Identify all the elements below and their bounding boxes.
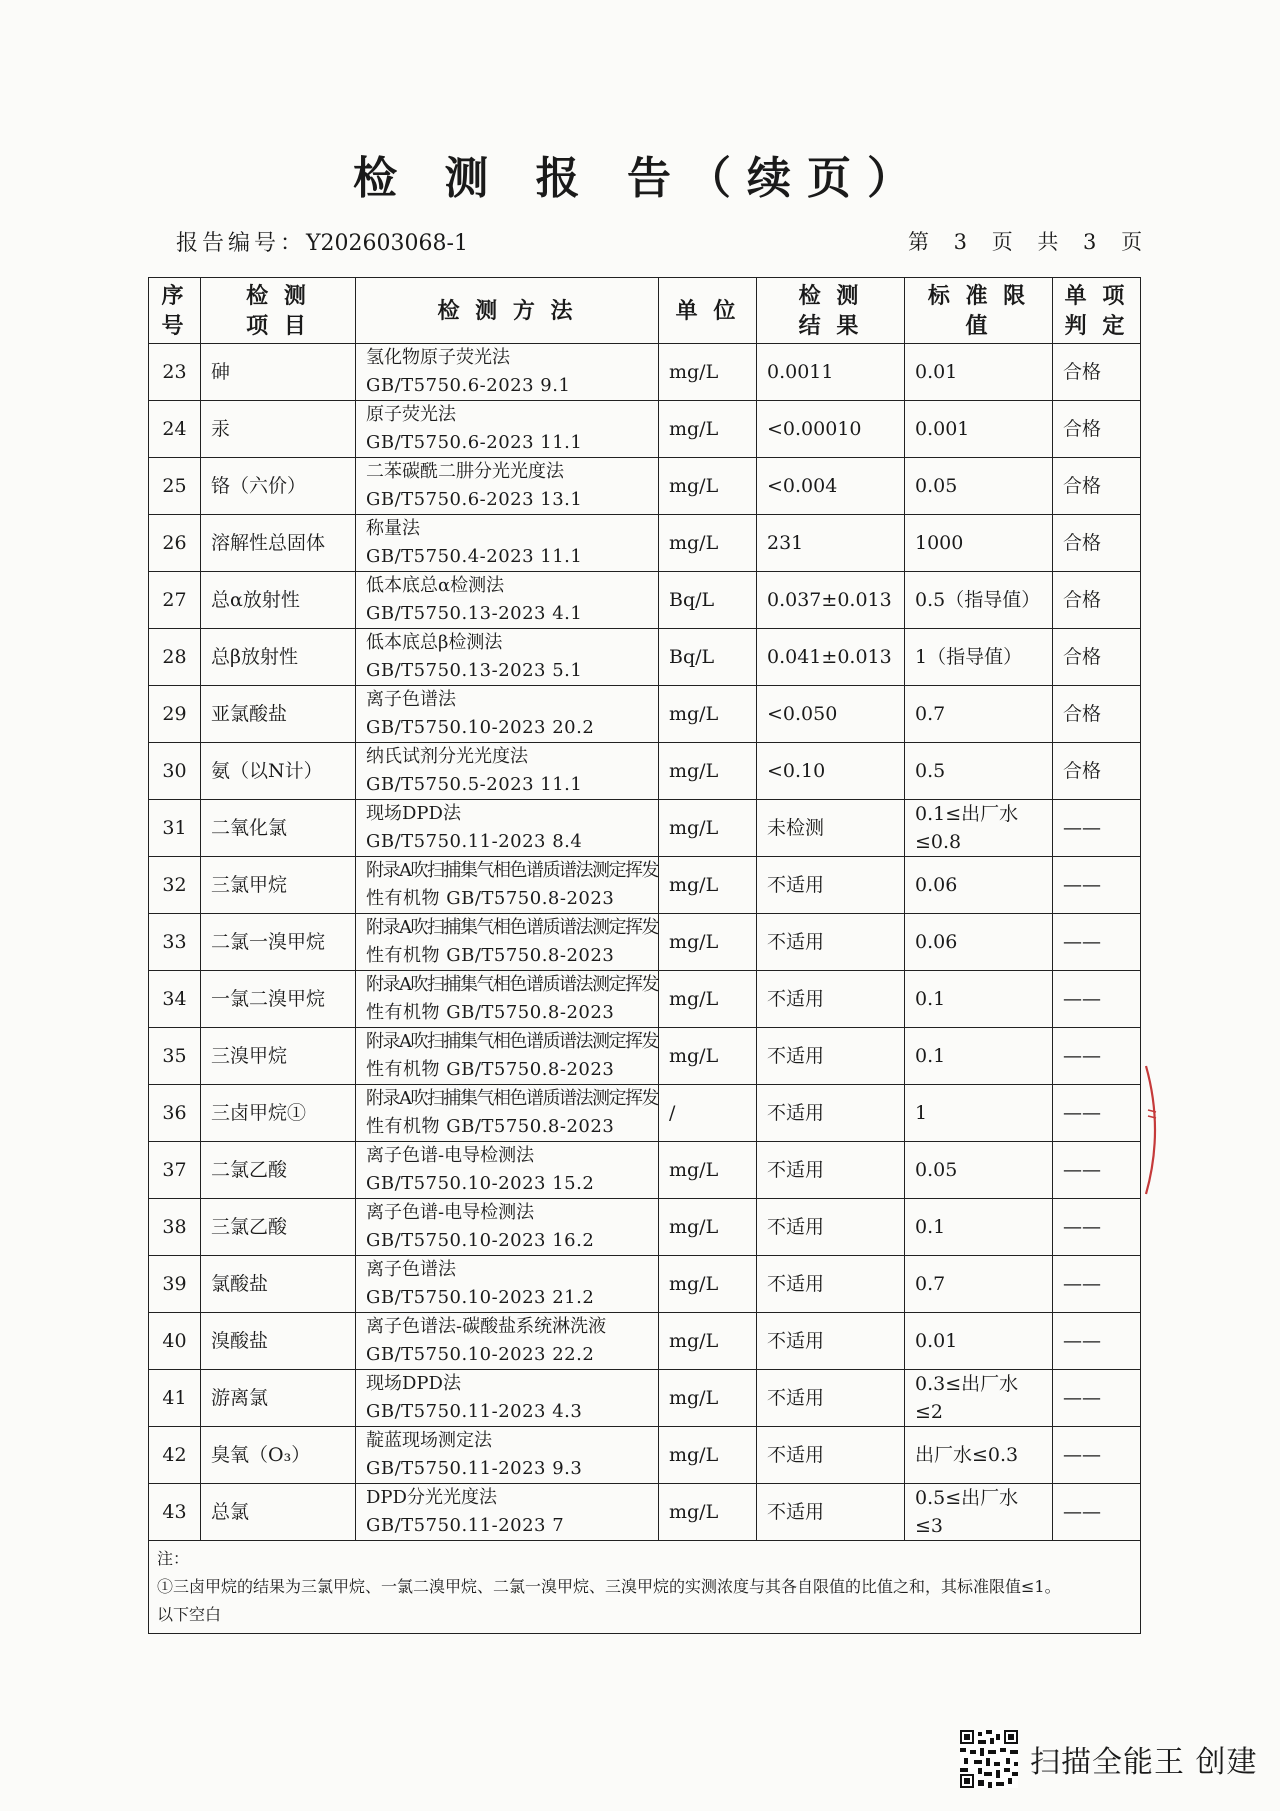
- method-name: 离子色谱-电导检测法: [366, 1202, 535, 1223]
- test-result: 不适用: [757, 857, 905, 914]
- test-item: 三氯乙酸: [201, 1199, 356, 1256]
- standard-limit: 0.1: [905, 1028, 1053, 1085]
- standard-limit: 0.01: [905, 344, 1053, 401]
- unit: mg/L: [659, 686, 757, 743]
- test-item: 汞: [201, 401, 356, 458]
- test-item: 总β放射性: [201, 629, 356, 686]
- test-item: 砷: [201, 344, 356, 401]
- verdict: ——: [1053, 1370, 1141, 1427]
- test-method: [356, 629, 659, 686]
- table-row: [149, 1085, 1141, 1142]
- test-method: [356, 1427, 659, 1484]
- test-item: 三溴甲烷: [201, 1028, 356, 1085]
- test-result: 不适用: [757, 914, 905, 971]
- verdict: ——: [1053, 1085, 1141, 1142]
- test-item: 三氯甲烷: [201, 857, 356, 914]
- notes-label: 注：: [157, 1549, 190, 1568]
- method-standard: 性有机物 GB/T5750.8-2023: [366, 888, 615, 909]
- verdict: ——: [1053, 1313, 1141, 1370]
- method-standard: GB/T5750.6-2023 9.1: [366, 375, 571, 396]
- page-title: 检 测 报 告（续页）: [353, 153, 927, 204]
- notes-row: [149, 1541, 1141, 1634]
- method-name: 二苯碳酰二肼分光光度法: [366, 461, 564, 482]
- row-number: 42: [149, 1427, 201, 1484]
- test-method: [356, 1199, 659, 1256]
- unit: Bq/L: [659, 629, 757, 686]
- table-row: [149, 1313, 1141, 1370]
- method-name: 离子色谱法: [366, 689, 456, 710]
- test-result: <0.10: [757, 743, 905, 800]
- unit: mg/L: [659, 401, 757, 458]
- report-number: [176, 226, 468, 257]
- verdict: 合格: [1053, 515, 1141, 572]
- row-number: 34: [149, 971, 201, 1028]
- test-result: 不适用: [757, 1256, 905, 1313]
- method-standard: GB/T5750.4-2023 11.1: [366, 546, 583, 567]
- unit: mg/L: [659, 344, 757, 401]
- method-standard: GB/T5750.5-2023 11.1: [366, 774, 583, 795]
- report-number-value: Y202603068-1: [306, 231, 468, 256]
- method-standard: 性有机物 GB/T5750.8-2023: [366, 945, 615, 966]
- test-method: [356, 458, 659, 515]
- method-name: 靛蓝现场测定法: [366, 1430, 492, 1451]
- verdict: 合格: [1053, 743, 1141, 800]
- unit: mg/L: [659, 800, 757, 857]
- test-item: 溶解性总固体: [201, 515, 356, 572]
- test-item: 溴酸盐: [201, 1313, 356, 1370]
- test-result: 不适用: [757, 1199, 905, 1256]
- test-method: [356, 857, 659, 914]
- table-row: [149, 629, 1141, 686]
- verdict: 合格: [1053, 401, 1141, 458]
- standard-limit: 0.5（指导值）: [905, 572, 1053, 629]
- standard-limit: 1（指导值）: [905, 629, 1053, 686]
- test-item: 二氯一溴甲烷: [201, 914, 356, 971]
- method-standard: GB/T5750.11-2023 4.3: [366, 1401, 583, 1422]
- standard-limit: 0.5: [905, 743, 1053, 800]
- verdict: ——: [1053, 914, 1141, 971]
- verdict: ——: [1053, 1427, 1141, 1484]
- test-method: [356, 1085, 659, 1142]
- method-standard: GB/T5750.11-2023 9.3: [366, 1458, 583, 1479]
- standard-limit: 出厂水≤0.3: [905, 1427, 1053, 1484]
- test-result: <0.050: [757, 686, 905, 743]
- standard-limit: 0.06: [905, 914, 1053, 971]
- unit: mg/L: [659, 515, 757, 572]
- standard-limit: 0.3≤出厂水≤2: [905, 1370, 1053, 1427]
- test-method: [356, 1313, 659, 1370]
- row-number: 25: [149, 458, 201, 515]
- row-number: 26: [149, 515, 201, 572]
- table-row: [149, 971, 1141, 1028]
- page-info: 第 3 页 共 3 页: [908, 230, 1146, 254]
- test-method: [356, 686, 659, 743]
- test-item: 总氯: [201, 1484, 356, 1541]
- row-number: 33: [149, 914, 201, 971]
- unit: mg/L: [659, 1484, 757, 1541]
- verdict: 合格: [1053, 572, 1141, 629]
- standard-limit: 0.1≤出厂水≤0.8: [905, 800, 1053, 857]
- test-item: 氯酸盐: [201, 1256, 356, 1313]
- method-standard: 性有机物 GB/T5750.8-2023: [366, 1002, 615, 1023]
- standard-limit: 0.1: [905, 971, 1053, 1028]
- test-method: [356, 515, 659, 572]
- method-standard: GB/T5750.13-2023 4.1: [366, 603, 583, 624]
- standard-limit: 0.06: [905, 857, 1053, 914]
- row-number: 27: [149, 572, 201, 629]
- method-name: 纳氏试剂分光光度法: [366, 746, 528, 767]
- test-method: [356, 344, 659, 401]
- verdict: ——: [1053, 857, 1141, 914]
- table-row: [149, 344, 1141, 401]
- standard-limit: 1: [905, 1085, 1053, 1142]
- row-number: 40: [149, 1313, 201, 1370]
- row-number: 24: [149, 401, 201, 458]
- unit: mg/L: [659, 458, 757, 515]
- test-result: <0.00010: [757, 401, 905, 458]
- notes-line: ①三卤甲烷的结果为三氯甲烷、一氯二溴甲烷、二氯一溴甲烷、三溴甲烷的实测浓度与其各自限值的比值之和，其标准限值≤1。: [157, 1577, 1061, 1596]
- row-number: 35: [149, 1028, 201, 1085]
- method-name: 现场DPD法: [366, 803, 461, 824]
- unit: mg/L: [659, 1370, 757, 1427]
- scanner-watermark: [960, 1730, 1258, 1788]
- verdict: ——: [1053, 800, 1141, 857]
- verdict: 合格: [1053, 458, 1141, 515]
- table-header-row: [149, 278, 1141, 344]
- test-method: [356, 1484, 659, 1541]
- unit: mg/L: [659, 971, 757, 1028]
- standard-limit: 0.001: [905, 401, 1053, 458]
- column-header: 检 测 方 法: [356, 278, 659, 344]
- test-method: [356, 1256, 659, 1313]
- method-standard: GB/T5750.10-2023 22.2: [366, 1344, 595, 1365]
- method-standard: GB/T5750.11-2023 8.4: [366, 831, 583, 852]
- test-method: [356, 914, 659, 971]
- table-row: [149, 1427, 1141, 1484]
- notes-cell: [149, 1541, 1141, 1634]
- test-method: [356, 401, 659, 458]
- table-row: [149, 572, 1141, 629]
- row-number: 43: [149, 1484, 201, 1541]
- unit: mg/L: [659, 914, 757, 971]
- verdict: ——: [1053, 1484, 1141, 1541]
- method-name: 附录A吹扫捕集气相色谱质谱法测定挥发: [366, 974, 658, 995]
- method-standard: GB/T5750.10-2023 16.2: [366, 1230, 595, 1251]
- method-name: 附录A吹扫捕集气相色谱质谱法测定挥发: [366, 1088, 658, 1109]
- row-number: 28: [149, 629, 201, 686]
- test-result: 不适用: [757, 1142, 905, 1199]
- method-name: 氢化物原子荧光法: [366, 347, 510, 368]
- verdict: ——: [1053, 1142, 1141, 1199]
- table-row: [149, 686, 1141, 743]
- test-item: 氨（以N计）: [201, 743, 356, 800]
- method-standard: GB/T5750.10-2023 20.2: [366, 717, 595, 738]
- method-standard: GB/T5750.10-2023 21.2: [366, 1287, 595, 1308]
- table-row: [149, 1484, 1141, 1541]
- test-results-table: [148, 277, 1141, 1634]
- row-number: 39: [149, 1256, 201, 1313]
- test-result: 0.0011: [757, 344, 905, 401]
- row-number: 29: [149, 686, 201, 743]
- unit: mg/L: [659, 743, 757, 800]
- column-header: 单 位: [659, 278, 757, 344]
- test-result: 不适用: [757, 1085, 905, 1142]
- table-row: [149, 1028, 1141, 1085]
- test-result: 不适用: [757, 1028, 905, 1085]
- verdict: ——: [1053, 971, 1141, 1028]
- scanner-text: 扫描全能王 创建: [1030, 1745, 1258, 1780]
- column-header: 序 号: [149, 278, 201, 344]
- test-result: 不适用: [757, 1313, 905, 1370]
- method-name: 低本底总α检测法: [366, 575, 505, 596]
- unit: mg/L: [659, 1028, 757, 1085]
- standard-limit: 0.01: [905, 1313, 1053, 1370]
- table-row: [149, 401, 1141, 458]
- test-result: 不适用: [757, 971, 905, 1028]
- method-name: 称量法: [366, 518, 420, 539]
- test-method: [356, 800, 659, 857]
- row-number: 37: [149, 1142, 201, 1199]
- table-row: [149, 857, 1141, 914]
- verdict: 合格: [1053, 344, 1141, 401]
- table-row: [149, 458, 1141, 515]
- test-result: <0.004: [757, 458, 905, 515]
- row-number: 23: [149, 344, 201, 401]
- test-item: 游离氯: [201, 1370, 356, 1427]
- qr-code-icon: [960, 1730, 1018, 1788]
- row-number: 36: [149, 1085, 201, 1142]
- report-number-label: 报告编号：: [176, 231, 307, 256]
- unit: mg/L: [659, 857, 757, 914]
- table-row: [149, 914, 1141, 971]
- method-standard: GB/T5750.10-2023 15.2: [366, 1173, 595, 1194]
- column-header: 检 测 项 目: [201, 278, 356, 344]
- notes-blank-line: 以下空白: [157, 1605, 222, 1624]
- test-item: 三卤甲烷①: [201, 1085, 356, 1142]
- method-name: 低本底总β检测法: [366, 632, 503, 653]
- method-standard: 性有机物 GB/T5750.8-2023: [366, 1059, 615, 1080]
- table-row: [149, 743, 1141, 800]
- method-standard: GB/T5750.11-2023 7: [366, 1515, 565, 1536]
- test-method: [356, 1142, 659, 1199]
- test-method: [356, 1028, 659, 1085]
- method-standard: GB/T5750.6-2023 11.1: [366, 432, 583, 453]
- unit: mg/L: [659, 1427, 757, 1484]
- test-item: 亚氯酸盐: [201, 686, 356, 743]
- verdict: ——: [1053, 1199, 1141, 1256]
- test-method: [356, 1370, 659, 1427]
- method-name: DPD分光光度法: [366, 1487, 497, 1508]
- row-number: 30: [149, 743, 201, 800]
- test-result: 不适用: [757, 1427, 905, 1484]
- standard-limit: 0.05: [905, 458, 1053, 515]
- unit: mg/L: [659, 1199, 757, 1256]
- row-number: 38: [149, 1199, 201, 1256]
- verdict: 合格: [1053, 686, 1141, 743]
- test-result: 未检测: [757, 800, 905, 857]
- test-item: 二氯乙酸: [201, 1142, 356, 1199]
- unit: mg/L: [659, 1256, 757, 1313]
- test-method: [356, 971, 659, 1028]
- test-result: 不适用: [757, 1370, 905, 1427]
- standard-limit: 0.1: [905, 1199, 1053, 1256]
- method-name: 附录A吹扫捕集气相色谱质谱法测定挥发: [366, 1031, 658, 1052]
- method-standard: GB/T5750.6-2023 13.1: [366, 489, 583, 510]
- test-item: 臭氧（O₃）: [201, 1427, 356, 1484]
- unit: Bq/L: [659, 572, 757, 629]
- table-row: [149, 1256, 1141, 1313]
- table-row: [149, 515, 1141, 572]
- standard-limit: 0.7: [905, 1256, 1053, 1313]
- test-method: [356, 572, 659, 629]
- method-name: 原子荧光法: [366, 404, 456, 425]
- unit: mg/L: [659, 1313, 757, 1370]
- test-item: 一氯二溴甲烷: [201, 971, 356, 1028]
- column-header: 检 测 结 果: [757, 278, 905, 344]
- method-name: 现场DPD法: [366, 1373, 461, 1394]
- test-method: [356, 743, 659, 800]
- column-header: 标 准 限 值: [905, 278, 1053, 344]
- standard-limit: 1000: [905, 515, 1053, 572]
- unit: /: [659, 1085, 757, 1142]
- test-item: 总α放射性: [201, 572, 356, 629]
- verdict: 合格: [1053, 629, 1141, 686]
- row-number: 32: [149, 857, 201, 914]
- table-row: [149, 1370, 1141, 1427]
- verdict: ——: [1053, 1028, 1141, 1085]
- standard-limit: 0.7: [905, 686, 1053, 743]
- unit: mg/L: [659, 1142, 757, 1199]
- row-number: 31: [149, 800, 201, 857]
- standard-limit: 0.5≤出厂水≤3: [905, 1484, 1053, 1541]
- test-result: 不适用: [757, 1484, 905, 1541]
- test-result: 231: [757, 515, 905, 572]
- method-name: 离子色谱法-碳酸盐系统淋洗液: [366, 1316, 607, 1337]
- test-item: 二氧化氯: [201, 800, 356, 857]
- red-stamp-edge: [1138, 1060, 1168, 1200]
- test-item: 铬（六价）: [201, 458, 356, 515]
- method-name: 附录A吹扫捕集气相色谱质谱法测定挥发: [366, 917, 658, 938]
- method-name: 附录A吹扫捕集气相色谱质谱法测定挥发: [366, 860, 658, 881]
- table-row: [149, 1142, 1141, 1199]
- method-standard: 性有机物 GB/T5750.8-2023: [366, 1116, 615, 1137]
- method-name: 离子色谱法: [366, 1259, 456, 1280]
- column-header: 单 项 判 定: [1053, 278, 1141, 344]
- table-row: [149, 800, 1141, 857]
- test-result: 0.037±0.013: [757, 572, 905, 629]
- method-name: 离子色谱-电导检测法: [366, 1145, 535, 1166]
- verdict: ——: [1053, 1256, 1141, 1313]
- test-result: 0.041±0.013: [757, 629, 905, 686]
- row-number: 41: [149, 1370, 201, 1427]
- method-standard: GB/T5750.13-2023 5.1: [366, 660, 583, 681]
- standard-limit: 0.05: [905, 1142, 1053, 1199]
- table-row: [149, 1199, 1141, 1256]
